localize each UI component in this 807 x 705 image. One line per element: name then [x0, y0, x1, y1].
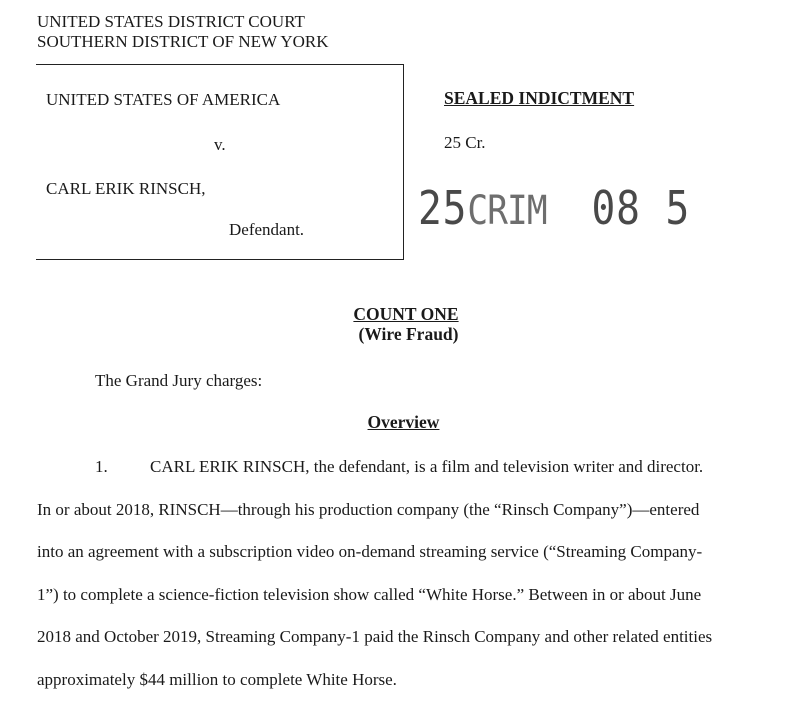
document-type-title: SEALED INDICTMENT [444, 88, 635, 108]
grand-jury-intro: The Grand Jury charges: [95, 371, 263, 390]
court-district-line: SOUTHERN DISTRICT OF NEW YORK [37, 32, 329, 51]
paragraph-line: 1”) to complete a science-fiction television show called “White Horse.” Between in or about June [37, 585, 702, 604]
case-number-prefix: 25 Cr. [444, 133, 486, 152]
paragraph-text: CARL ERIK RINSCH, the defendant, is a film and television writer and director. [150, 457, 704, 476]
section-heading-overview: Overview [367, 412, 440, 432]
paragraph-line: into an agreement with a subscription video on-demand streaming service (“Streaming Company- [37, 542, 703, 561]
count-heading [0, 304, 807, 344]
stamp-number: 08 5 [591, 181, 691, 235]
caption-versus: v. [214, 135, 226, 154]
caption-defendant-role: Defendant. [229, 220, 305, 239]
caption-defendant-name: CARL ERIK RINSCH, [46, 179, 206, 198]
stamp-year: 25 [418, 181, 468, 235]
paragraph-line: In or about 2018, RINSCH—through his production company (the “Rinsch Company”)—entered [37, 500, 700, 519]
paragraph-line [95, 457, 703, 477]
court-heading [37, 12, 329, 52]
caption-plaintiff: UNITED STATES OF AMERICA [46, 90, 281, 109]
court-name-line: UNITED STATES DISTRICT COURT [37, 12, 305, 31]
paragraph-line: approximately $44 million to complete White Horse. [37, 670, 397, 689]
count-subtitle: (Wire Fraud) [358, 324, 459, 344]
stamp-crim: CRIM [467, 188, 547, 234]
case-number-stamp [418, 178, 690, 241]
paragraph-number: 1. [95, 457, 108, 476]
count-title: COUNT ONE [353, 304, 459, 324]
case-caption-box [36, 64, 404, 260]
paragraph-line: 2018 and October 2019, Streaming Company-1 paid the Rinsch Company and other related entities [37, 627, 713, 646]
